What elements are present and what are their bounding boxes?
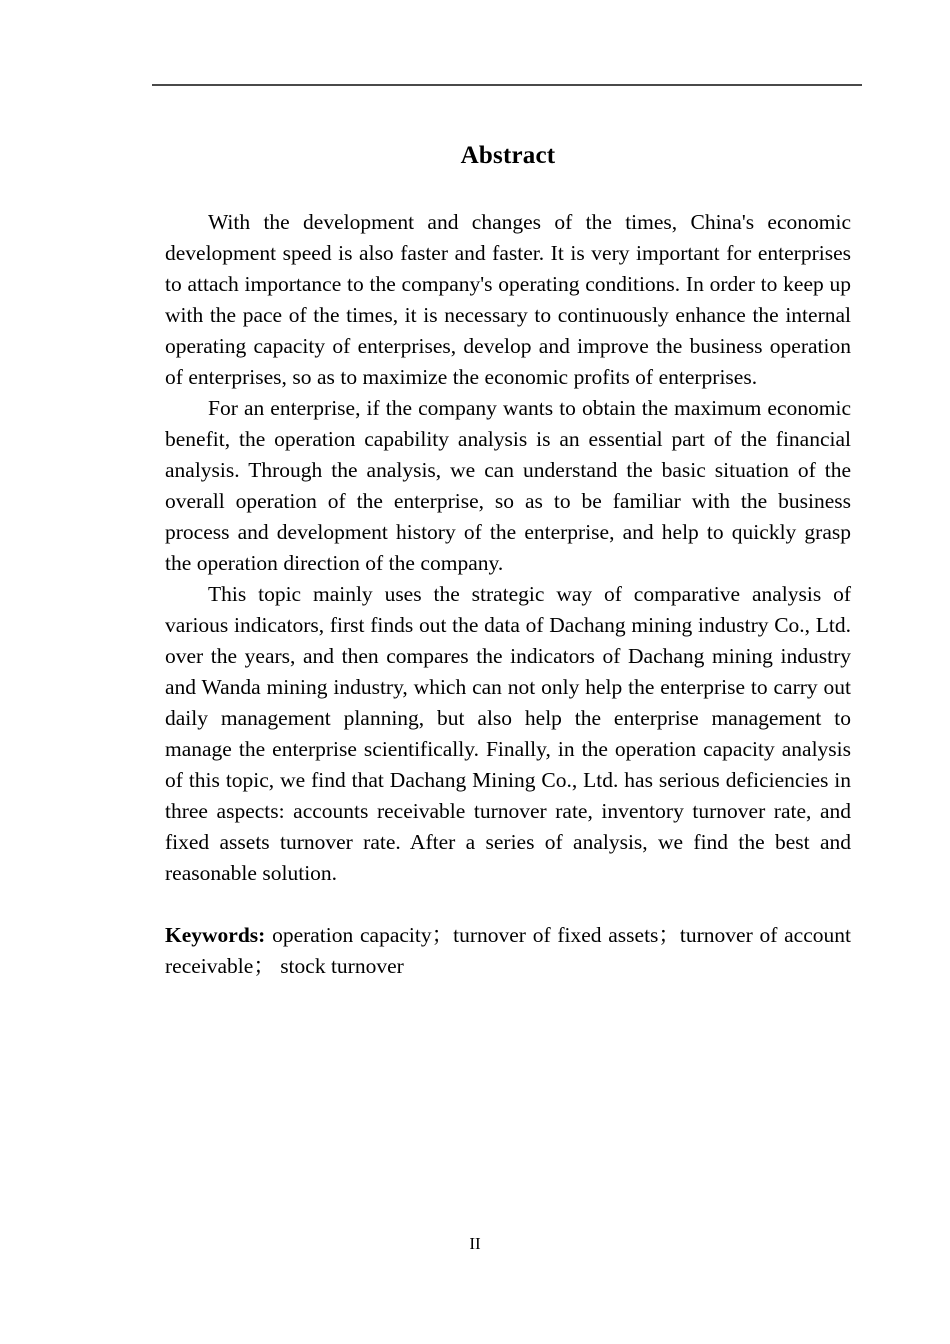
keywords-block <box>165 920 851 982</box>
keywords-label: Keywords: <box>165 923 266 947</box>
abstract-paragraph-2: For an enterprise, if the company wants to obtain the maximum economic benefit, the operation capability analysis is an essential part of the financial analysis. Through the analysis, we can understand the basic situation of the overall operation of the enterprise, so as to be familiar with the business process and development history of the enterprise, and help to quickly grasp the operation direction of the company. <box>165 396 851 575</box>
keywords-list: operation capacity；turnover of fixed assets；turnover of account receivable； stock turnover <box>165 923 851 978</box>
abstract-paragraph-1: With the development and changes of the times, China's economic development speed is also faster and faster. It is very important for enterprises to attach importance to the company's operating conditions. In order to keep up with the pace of the times, it is necessary to continuously enhance the internal operating capacity of enterprises, develop and improve the business operation of enterprises, so as to maximize the economic profits of enterprises. <box>165 210 851 389</box>
page-title: Abstract <box>460 142 556 169</box>
abstract-paragraph-3: This topic mainly uses the strategic way of comparative analysis of various indicators, first finds out the data of Dachang mining industry Co., Ltd. over the years, and then compares the indicators of Dachang mining industry and Wanda mining industry, which can not only help the enterprise to carry out daily management planning, but also help the enterprise management to manage the enterprise scientifically. Finally, in the operation capacity analysis of this topic, we find that Dachang Mining Co., Ltd. has serious deficiencies in three aspects: accounts receivable turnover rate, inventory turnover rate, and fixed assets turnover rate. After a series of analysis, we find the best and reasonable solution. <box>165 582 851 885</box>
header-rule <box>152 84 862 86</box>
page-number: II <box>469 1234 481 1253</box>
abstract-content <box>165 140 851 982</box>
